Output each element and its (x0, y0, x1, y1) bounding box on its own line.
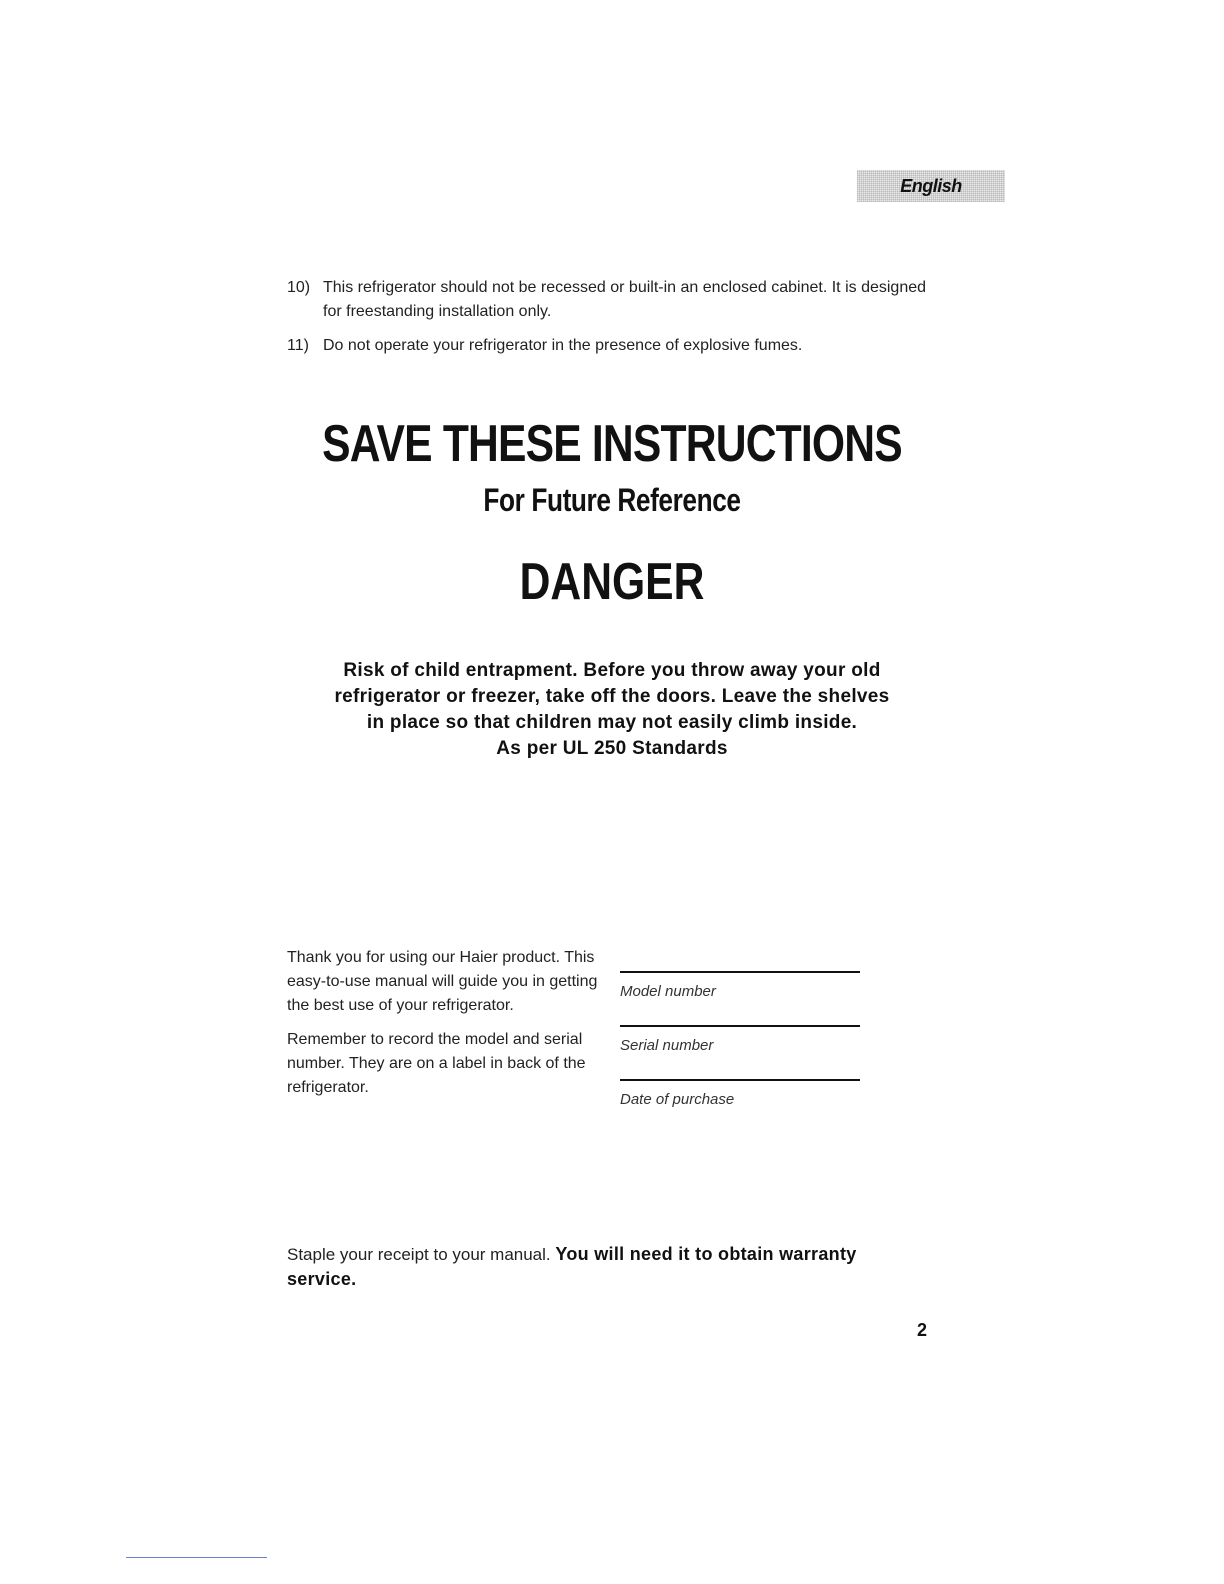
model-number-field: Model number (620, 971, 860, 1023)
future-reference-subheading: For Future Reference (483, 482, 741, 518)
staple-note-text: Staple your receipt to your manual. (287, 1245, 556, 1264)
page-number: 2 (917, 1320, 928, 1340)
footnote-divider (126, 1557, 267, 1558)
serial-number-field: Serial number (620, 1025, 860, 1077)
language-tab: English (857, 170, 1005, 202)
danger-line: As per UL 250 Standards (496, 738, 728, 759)
list-item-text: Do not operate your refrigerator in the presence of explosive fumes. (323, 337, 803, 354)
save-instructions-heading: SAVE THESE INSTRUCTIONS (322, 415, 902, 473)
list-item-number: 11) (287, 337, 309, 354)
danger-heading: DANGER (519, 553, 705, 611)
list-item (287, 276, 947, 324)
instruction-list (287, 276, 947, 368)
record-fields (620, 971, 860, 1133)
list-item-text: This refrigerator should not be recessed or built-in an enclosed cabinet. It is designed for freestanding installation only. (323, 279, 927, 320)
thank-you-paragraph: Thank you for using our Haier product. This easy-to-use manual will guide you in getting the best use of your refrigerator. (287, 949, 598, 1014)
staple-receipt-note (287, 1242, 867, 1292)
record-reminder-paragraph: Remember to record the model and serial number. They are on a label in back of the refrigerator. (287, 1031, 586, 1096)
danger-line: Risk of child entrapment. Before you throw away your old (343, 660, 881, 681)
danger-warning-text (262, 658, 962, 762)
warranty-note-text: You will need it to obtain warranty service. (287, 1244, 857, 1289)
date-of-purchase-field: Date of purchase (620, 1079, 860, 1131)
list-item-number: 10) (287, 279, 311, 296)
list-item (287, 334, 947, 358)
danger-line: in place so that children may not easily climb inside. (366, 712, 858, 733)
danger-line: refrigerator or freezer, take off the doors. Leave the shelves (334, 686, 890, 707)
thank-you-text (287, 946, 607, 1110)
